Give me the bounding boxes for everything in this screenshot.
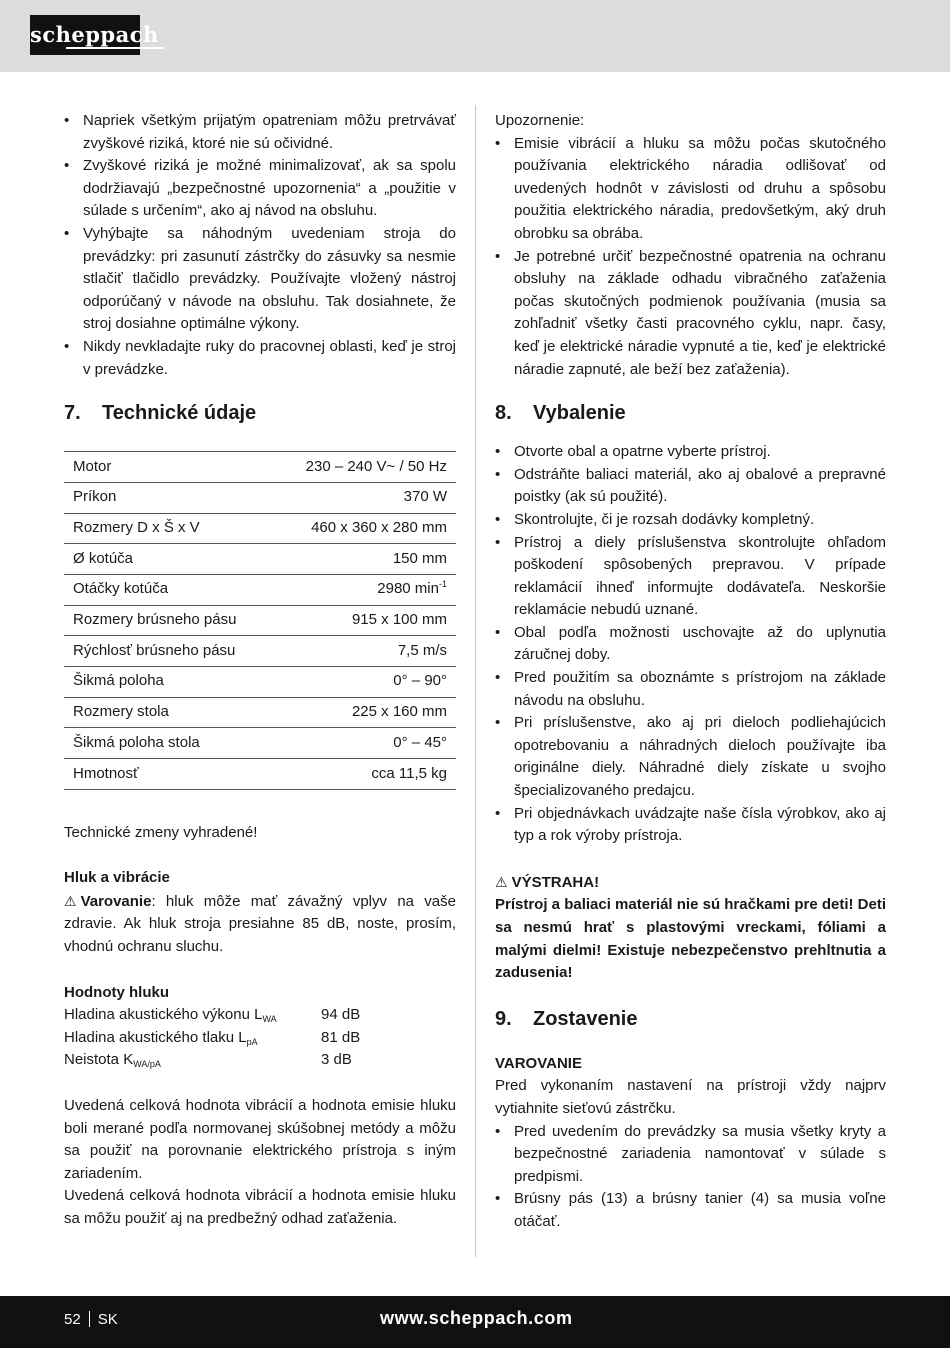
warning-triangle-icon: ⚠ (64, 892, 77, 909)
spec-value: 2980 $\min^{-1}$ (273, 574, 456, 605)
tech-changes-note: Technické zmeny vyhradené! (64, 823, 258, 841)
spec-label: Otáčky kotúča (64, 574, 273, 605)
assembly-bullet-list (495, 1121, 886, 1234)
spec-label: Rozmery D x Š x V (64, 513, 273, 544)
spec-label: Rozmery stola (64, 697, 273, 728)
spec-value: cca 11,5 kg (273, 759, 456, 790)
intro-bullet-list (64, 110, 456, 381)
section-8-title (495, 400, 886, 426)
warning-text: Prístroj a baliaci materiál nie sú hračkami pre deti! Deti sa nesmú hrať s plastovými vreckami, fóliami a malými dielmi! Existuje nebezpečenstvo prehltnutia a zadusenia! (495, 896, 886, 982)
brand-logo: scheppach (30, 15, 140, 55)
spec-row (64, 544, 456, 575)
spec-row (64, 759, 456, 790)
noise-heading: Hluk a vibrácie (64, 869, 170, 887)
noise-value: 94 dB (321, 1006, 361, 1024)
list-item: • Obal podľa možnosti uschovajte až do uplynutia záručnej doby. (495, 622, 886, 667)
section-number: 7. (64, 402, 81, 425)
list-item: • Napriek všetkým prijatým opatreniam môžu pretrvávať zvyškové riziká, ktoré nie sú očividné. (64, 110, 456, 155)
website-url[interactable]: www.scheppach.com (380, 1308, 573, 1328)
list-item: • Brúsny pás (13) a brúsny tanier (4) sa musia voľne otáčať. (495, 1188, 886, 1233)
spec-value: 7,5 m/s (273, 636, 456, 667)
section-heading: Vybalenie (533, 402, 626, 425)
list-item: • Prístroj a diely príslušenstva skontrolujte ohľadom poškodení spôsobených prepravou. V prípade reklamácií ihneď informujte dodávateľa. Neskoršie reklamácie nebudú uznané. (495, 532, 886, 622)
list-item: • Pred použitím sa oboznámte s prístrojom na základe návodu na obsluhu. (495, 667, 886, 712)
right-column (495, 110, 886, 1234)
spec-label: Hmotnosť (64, 759, 273, 790)
spec-label: Šikmá poloha stola (64, 728, 273, 759)
warning-heading: ⚠ VÝSTRAHA! (495, 871, 886, 895)
noise-value-row (64, 1004, 456, 1027)
list-item: • Zvyškové riziká je možné minimalizovať, ak sa spolu dodržiavajú „bezpečnostné upozornenia“ a „použitie v súlade s určením“, ako aj návod na obsluhu. (64, 155, 456, 223)
notice-heading: Upozornenie: (495, 112, 585, 129)
spec-label: Príkon (64, 482, 273, 513)
noise-value: 81 dB (321, 1028, 361, 1046)
footer (0, 1296, 950, 1348)
section-heading: Zostavenie (533, 1007, 638, 1030)
logo-underline (66, 47, 164, 49)
noise-value: 3 dB (321, 1051, 352, 1069)
spec-value: 225 x 160 mm (273, 697, 456, 728)
spec-label: Motor (64, 452, 273, 483)
header-band (0, 0, 950, 72)
warning-triangle-icon: ⚠ (495, 873, 508, 890)
emission-paragraph-1: Uvedená celková hodnota vibrácií a hodnota emisie hluku boli merané podľa normovanej skúšobnej metódy a môžu sa použiť na porovnanie elektrického prístroja s iným zariadením. (64, 1097, 456, 1182)
noise-warning (64, 890, 456, 959)
section-heading: Technické údaje (102, 402, 257, 425)
section-number: 8. (495, 402, 512, 425)
spec-row (64, 452, 456, 483)
list-item: • Emisie vibrácií a hluku sa môžu počas skutočného používania elektrického náradia odlišovať od uvedených hodnôt v závislosti od druhu a spôsobu použitia elektrického náradia, predovšetkým, aký druh obrobku sa obrába. (495, 133, 886, 246)
emission-paragraph-2: Uvedená celková hodnota vibrácií a hodnota emisie hluku sa môžu použiť aj na predbežný odhad zaťaženia. (64, 1187, 456, 1227)
spec-row (64, 605, 456, 636)
list-item: • Skontrolujte, či je rozsah dodávky kompletný. (495, 509, 886, 532)
section-9-title (495, 1006, 886, 1032)
spec-label: Rozmery brúsneho pásu (64, 605, 273, 636)
list-item: • Nikdy nevkladajte ruky do pracovnej oblasti, keď je stroj v prevádzke. (64, 336, 456, 381)
footer-separator (89, 1311, 90, 1327)
spec-label: Ø kotúča (64, 544, 273, 575)
page-number: 52 SK (64, 1311, 118, 1328)
section-number: 9. (495, 1007, 512, 1030)
spec-row (64, 513, 456, 544)
unpack-bullet-list (495, 441, 886, 848)
language-code: SK (97, 1311, 118, 1328)
list-item: • Vyhýbajte sa náhodným uvedeniam stroja do prevádzky: pri zasunutí zástrčky do zásuvky sa nesmie stlačiť tlačidlo prevádzky. Používajte vložený nástroj odporúčaný v návode na obsluhu. Tak dosiahnete, že stroj dosiahne optimálne výkony. (64, 223, 456, 336)
spec-value: 370 W (273, 482, 456, 513)
noise-value-row (64, 1027, 456, 1050)
noise-value-label: Hladina akustického výkonu $L_{WA}$ (64, 1006, 277, 1025)
noise-values-list (64, 1004, 456, 1072)
spec-value: 0° – 45° (273, 728, 456, 759)
spec-row (64, 482, 456, 513)
spec-value: 0° – 90° (273, 666, 456, 697)
spec-label: Rýchlosť brúsneho pásu (64, 636, 273, 667)
spec-value: 230 – 240 V~ / 50 Hz (273, 452, 456, 483)
spec-row (64, 728, 456, 759)
left-column (64, 110, 456, 1231)
list-item: • Pri príslušenstve, ako aj pri dieloch podliehajúcich opotrebovaniu a náhradných dieloch používajte iba originálne diely. Náhradné diely získate u svojho špecializovaného predajcu. (495, 712, 886, 802)
list-item: • Pri objednávkach uvádzajte naše čísla výrobkov, ako aj typ a rok výroby prístroja. (495, 803, 886, 848)
spec-value: 150 mm (273, 544, 456, 575)
notice-bullet-list (495, 133, 886, 382)
section-7-title (64, 400, 456, 426)
list-item: • Je potrebné určiť bezpečnostné opatrenia na ochranu obsluhy na základe odhadu vibračného zaťaženia počas skutočných podmienok používania (musia sa zohľadniť všetky časti pracovného cyklu, napr. časy, keď je elektrické náradie vypnuté a tie, keď je elektrické náradie zapnuté, ale beží bez zaťaženia). (495, 246, 886, 382)
spec-row (64, 666, 456, 697)
assembly-text: Pred vykonaním nastavení na prístroji vždy najprv vytiahnite sieťovú zástrčku. (495, 1077, 886, 1117)
spec-row (64, 574, 456, 605)
spec-row (64, 697, 456, 728)
spec-value: 915 x 100 mm (273, 605, 456, 636)
spec-value: 460 x 360 x 280 mm (273, 513, 456, 544)
noise-value-label: Hladina akustického tlaku $L_{pA}$ (64, 1028, 258, 1047)
assembly-warning-heading: VAROVANIE (495, 1054, 582, 1072)
noise-values-heading: Hodnoty hluku (64, 983, 169, 1001)
list-item: • Odstráňte baliaci materiál, ako aj obalové a prepravné poistky (ak sú použité). (495, 464, 886, 509)
list-item: • Otvorte obal a opatrne vyberte prístroj. (495, 441, 886, 464)
spec-row (64, 636, 456, 667)
spec-label: Šikmá poloha (64, 666, 273, 697)
noise-value-label: Neistota $K_{WA/pA}$ (64, 1051, 161, 1070)
list-item: • Pred uvedením do prevádzky sa musia všetky kryty a bezpečnostné zariadenia namontovať v súlade s predpismi. (495, 1121, 886, 1189)
noise-warning-text: : hluk môže mať závažný vplyv na vaše zdravie. Ak hluk stroja presiahne 85 dB, noste, prosím, vhodnú ochranu sluchu. (64, 892, 456, 956)
noise-warning-label: Varovanie (80, 892, 152, 910)
spec-table (64, 451, 456, 790)
noise-value-row (64, 1049, 456, 1072)
column-divider (475, 105, 476, 1257)
